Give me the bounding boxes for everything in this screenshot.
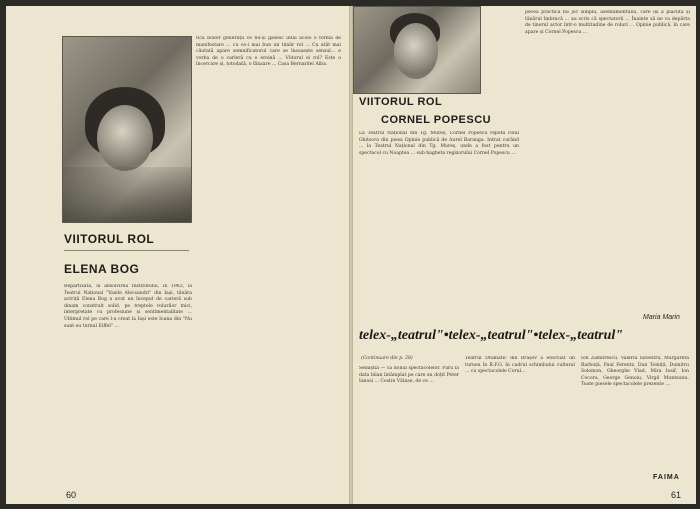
left-col-right-quote: Cu atât mai căutată apare semnificatorul care se însușește sensul... e vorba de o carieră cu o eroină ... Viitorul ei rol? <box>196 42 341 61</box>
right-col-right-body: pecea practică nu joc simplu, asentamentului, care își a plăcută și tânărul îmbracă ... au scris că spectatorii ... Înainte să ne va depărta de tinerul actor într-o multitudine de roluri ... Opinie publică, în care apare și Cornel Popescu ... <box>525 10 690 35</box>
left-person-name: ELENA BOG <box>64 262 140 276</box>
bottom-col-1: Sebaștia — ca donul spectacolelor. Păru la data bilan întâmplat pe care au doțit Peter Ianosi ... Costin Vătase, de ce ... <box>359 366 459 385</box>
actress-photo <box>62 36 192 223</box>
faima-label: FAIMA <box>653 474 680 481</box>
left-col-left-body: Repartizată, la absolvirea Institutului, în 1963, la Teatrul Național "Vasile Alecsandri" din Iași, tânăra actriță Elena Bog a avut un început de carieră sub dinam construit solid, pe treptele rolurilor mici, interpretate cu profesiune și sentimentalitate ... Ultimul rol pe care l-a creat la Iași este Ioana din "Nu sunt eu turnul Eiffel" ... <box>64 284 192 329</box>
magazine-spread <box>6 6 696 504</box>
continuation-note: (Continuare din p. 28) <box>361 356 413 361</box>
right-person-name: CORNEL POPESCU <box>381 114 492 126</box>
left-col-right-body <box>196 36 341 246</box>
right-section-title: VIITORUL ROL <box>359 96 443 108</box>
right-page <box>353 6 696 504</box>
left-col-right-lower <box>196 251 341 479</box>
face-shape <box>394 23 438 79</box>
right-col-left-body: La Teatrul Național din Tg. Mureș, Cornel Popescu repetă rolul Ghitsora din piesa Opinie publică de Aurel Baranga. Intrat curând ... la Teatrul Național din Tg. Mureș, unde a fost pentru un spectacol cu Noaptea ... sub bagheta regizorului Cornel Popescu ... <box>359 131 519 156</box>
photo-shadow <box>63 167 191 222</box>
actor-photo <box>353 6 481 94</box>
telex-banner: telex-„teatrul"•telex-„teatrul"•telex-„teatrul" <box>359 328 624 343</box>
left-page-number: 60 <box>66 490 77 500</box>
right-page-number: 61 <box>671 490 682 500</box>
left-page <box>6 6 349 504</box>
bottom-col-3: Ion Zamfirescu, Valeriu Silvestru, Margareta Barbuță, Paul Ferentz, Dan Tomiță, Dumitru Solomon, Gheorghe Vlad, Mira Iosif, Ion Cocora, George Genoiu, Virgil Munteanu. Toate piesele spectacolele prezente ... <box>581 356 689 388</box>
left-col-right-end: Este o încercare și, totodată, o fânzare ... Casa Bernardei Alba. <box>196 55 341 68</box>
left-section-title: VIITORUL ROL <box>64 232 155 246</box>
left-col-right-intro: tică noilor generații ce nu-și găsesc întâi acolo o formă de manifestare ... cu ce-i mai bun un tânăr rol ... <box>196 36 341 48</box>
face-shape <box>97 105 153 171</box>
signature: Maria Marin <box>643 314 680 321</box>
bottom-col-2: Teatrul Dramatic din Brașov a efectuat un turneu în R.F.G. în cadrul schimbului cultural ... cu spectacolele Corul... <box>465 356 575 375</box>
left-title-rule <box>64 250 189 251</box>
